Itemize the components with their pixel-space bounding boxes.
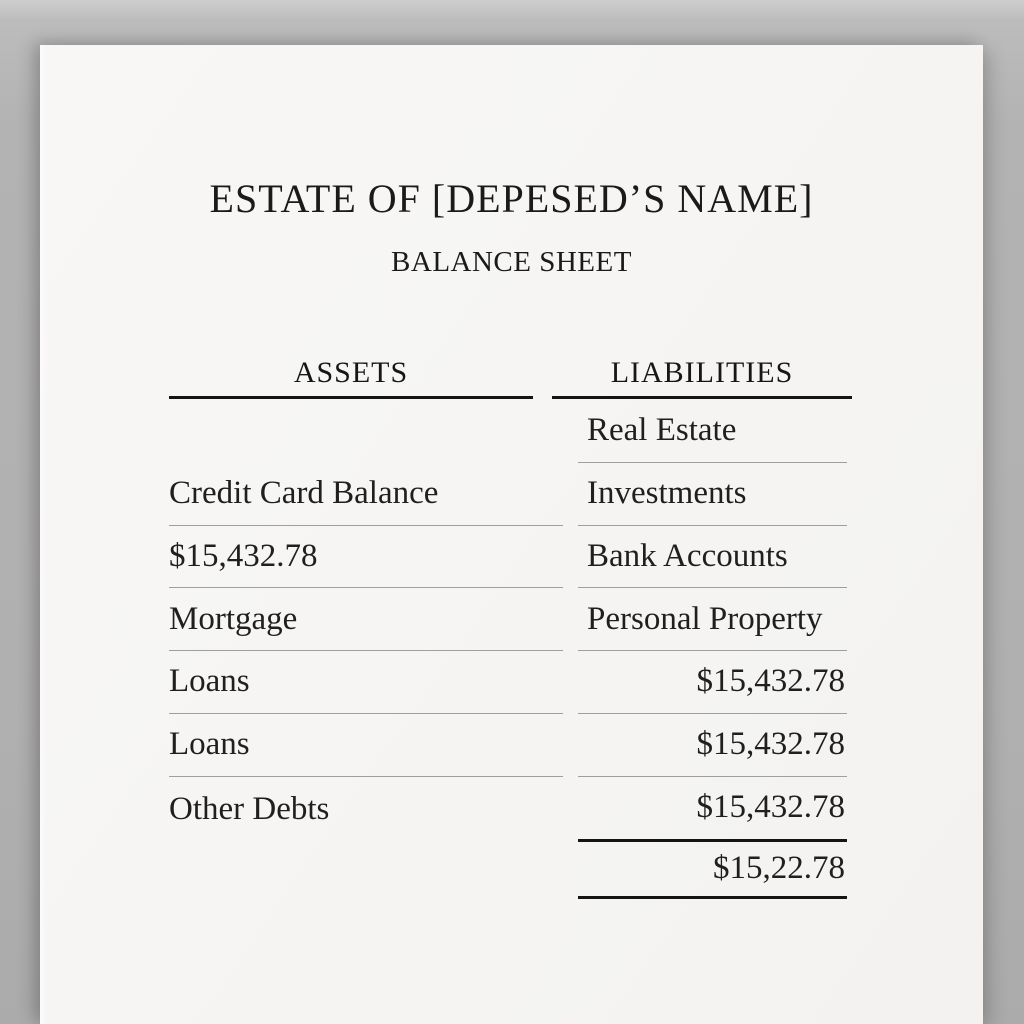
- assets-cell-amount: $15,432.78: [169, 526, 563, 589]
- assets-cell-credit-card-balance: Credit Card Balance: [169, 463, 563, 526]
- document-title: ESTATE OF [DEPESED’S NAME]: [209, 176, 814, 221]
- liabilities-cell-amount-2: $15,432.78: [578, 714, 847, 777]
- liabilities-cell-real-estate: Real Estate: [578, 400, 847, 463]
- assets-column-header: ASSETS: [169, 349, 533, 399]
- assets-cell-empty: [169, 400, 563, 463]
- liabilities-total-cell: $15,22.78: [578, 842, 847, 899]
- liabilities-cell-amount-3: $15,432.78: [578, 777, 847, 842]
- liabilities-cell-personal-property: Personal Property: [578, 588, 847, 651]
- paper-sheet: [40, 45, 983, 1024]
- assets-cell-loans-2: Loans: [169, 714, 563, 777]
- liabilities-column-header: LIABILITIES: [552, 349, 852, 399]
- liabilities-cell-amount-1: $15,432.78: [578, 651, 847, 714]
- assets-column: [169, 400, 563, 842]
- assets-cell-other-debts: Other Debts: [169, 790, 330, 827]
- liabilities-cell-investments: Investments: [578, 463, 847, 526]
- assets-cell-mortgage: Mortgage: [169, 588, 563, 651]
- liabilities-column: [578, 400, 847, 899]
- assets-cell-loans-1: Loans: [169, 651, 563, 714]
- liabilities-cell-bank-accounts: Bank Accounts: [578, 526, 847, 589]
- document-subtitle: BALANCE SHEET: [391, 246, 632, 278]
